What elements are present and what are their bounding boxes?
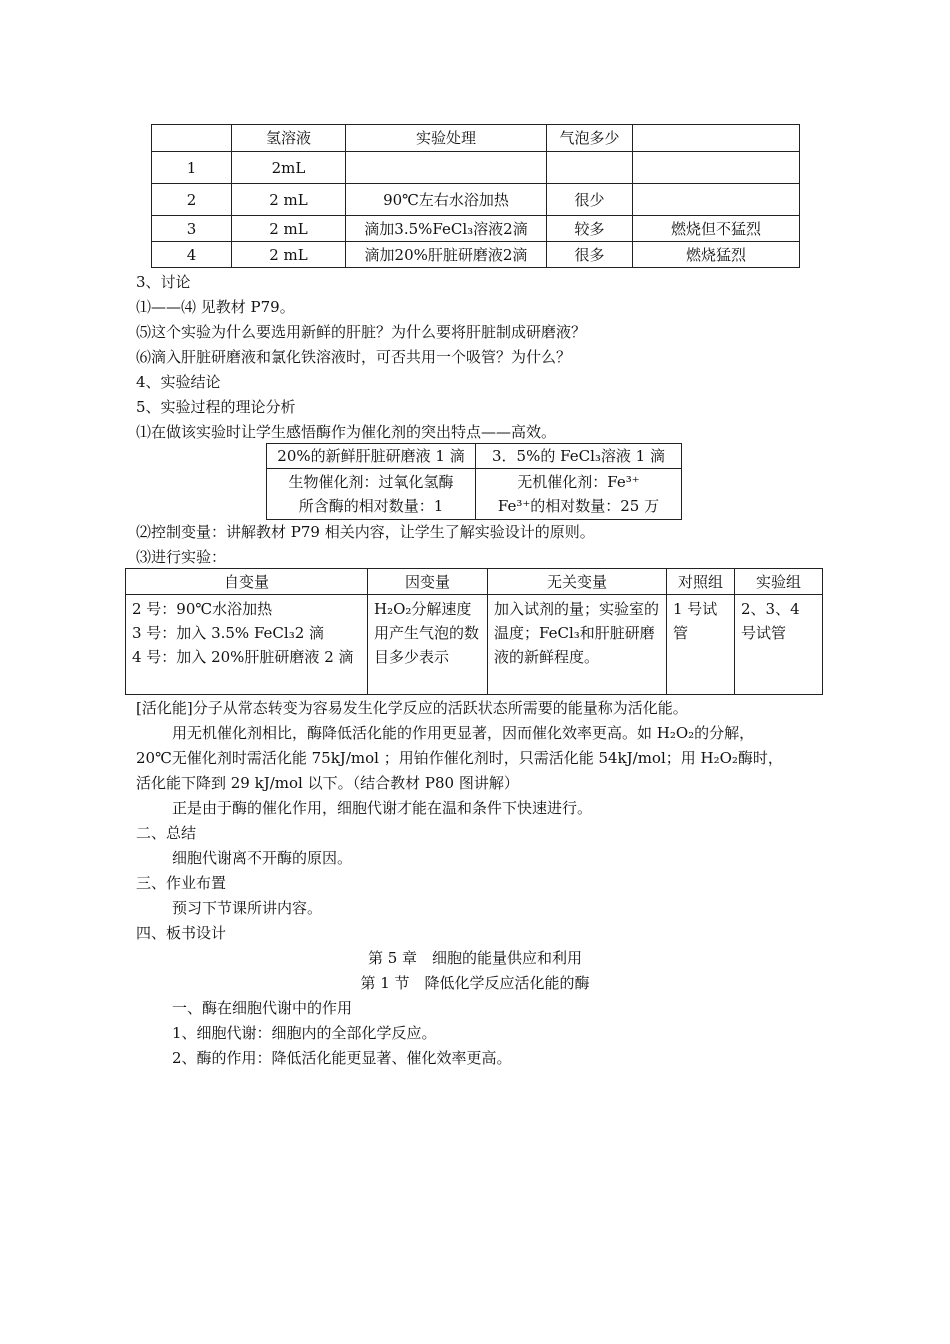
paragraph: 预习下节课所讲内容。 — [172, 899, 323, 917]
table-header: 氢溶液 — [232, 125, 346, 152]
cell-line: 生物催化剂：过氧化氢酶 — [288, 473, 454, 491]
table-cell: 2 mL — [232, 216, 346, 242]
paragraph: ⑴——⑷ 见教材 P79。 — [136, 298, 295, 316]
table-cell: 1 号试管 — [667, 595, 735, 695]
section-heading: 四、板书设计 — [136, 924, 227, 942]
table-cell: 滴加3.5%FeCl₃溶液2滴 — [346, 216, 547, 242]
cell-line: 所含酶的相对数量：1 — [298, 497, 444, 515]
table-cell: 2、3、4 号试管 — [735, 595, 823, 695]
table-cell — [547, 152, 633, 184]
section-heading: 3、讨论 — [136, 273, 191, 291]
table-header: 无关变量 — [488, 569, 667, 595]
table-cell: 2 mL — [232, 242, 346, 268]
table-cell: 3 — [152, 216, 232, 242]
cell-line: Fe³⁺的相对数量：25 万 — [497, 497, 660, 515]
paragraph: 正是由于酶的催化作用，细胞代谢才能在温和条件下快速进行。 — [172, 799, 593, 817]
table-header: 因变量 — [368, 569, 488, 595]
table-header: 实验处理 — [346, 125, 547, 152]
table-cell — [633, 184, 800, 216]
table-cell: 90℃左右水浴加热 — [346, 184, 547, 216]
board-title: 第 5 章 细胞的能量供应和利用 — [367, 949, 583, 967]
paragraph: ⑴在做该实验时让学生感悟酶作为催化剂的突出特点——高效。 — [136, 423, 557, 441]
table-cell — [267, 469, 476, 520]
table-cell: 1 — [152, 152, 232, 184]
table-row — [152, 152, 800, 184]
cell-line: 3 号：加入 3.5% FeCl₃2 滴 — [132, 624, 325, 642]
section-heading: 5、实验过程的理论分析 — [136, 398, 296, 416]
table-cell: 燃烧但不猛烈 — [633, 216, 800, 242]
paragraph: ⑶进行实验： — [136, 548, 227, 566]
section-heading: 4、实验结论 — [136, 373, 221, 391]
table-cell: 燃烧猛烈 — [633, 242, 800, 268]
table-header — [152, 125, 232, 152]
paragraph: 活化能下降到 29 kJ/mol 以下。（结合教材 P80 图讲解） — [136, 774, 519, 792]
table-cell — [633, 152, 800, 184]
table-cell: 很少 — [547, 184, 633, 216]
paragraph: [活化能]分子从常态转变为容易发生化学反应的活跃状态所需要的能量称为活化能。 — [136, 699, 688, 717]
table-cell: 2 — [152, 184, 232, 216]
table-cell: 滴加20%肝脏研磨液2滴 — [346, 242, 547, 268]
board-item: 一、酶在细胞代谢中的作用 — [172, 999, 353, 1017]
cell-line: 无机催化剂：Fe³⁺ — [517, 473, 640, 491]
table-header: 对照组 — [667, 569, 735, 595]
experiment-table — [151, 124, 800, 268]
table-cell: 4 — [152, 242, 232, 268]
table-row — [152, 216, 800, 242]
table-cell: 2 mL — [232, 184, 346, 216]
variables-table — [125, 568, 823, 695]
paragraph: 用无机催化剂相比，酶降低活化能的作用更显著，因而催化效率更高。如 H₂O₂的分解， — [172, 724, 755, 742]
table-cell: 2mL — [232, 152, 346, 184]
table-cell — [476, 469, 682, 520]
table-row — [152, 184, 800, 216]
table-header: 自变量 — [126, 569, 368, 595]
table-cell: H₂O₂分解速度用产生气泡的数目多少表示 — [368, 595, 488, 695]
table-cell: 3．5%的 FeCl₃溶液 1 滴 — [476, 444, 682, 469]
table-cell: 较多 — [547, 216, 633, 242]
paragraph: ⑸这个实验为什么要选用新鲜的肝脏？为什么要将肝脏制成研磨液？ — [136, 323, 587, 341]
table-cell: 20%的新鲜肝脏研磨液 1 滴 — [267, 444, 476, 469]
paragraph: ⑹滴入肝脏研磨液和氯化铁溶液时，可否共用一个吸管？为什么？ — [136, 348, 572, 366]
cell-line: 2 号：90℃水浴加热 — [132, 600, 273, 618]
table-header: 气泡多少 — [547, 125, 633, 152]
table-header — [633, 125, 800, 152]
section-heading: 二、总结 — [136, 824, 197, 842]
board-item: 1、细胞代谢：细胞内的全部化学反应。 — [172, 1024, 437, 1042]
catalyst-comparison-table — [266, 443, 682, 520]
paragraph: 20℃无催化剂时需活化能 75kJ/mol ；用铂作催化剂时，只需活化能 54kJ/mol；用 H₂O₂酶时， — [136, 749, 783, 767]
table-cell — [346, 152, 547, 184]
table-cell: 很多 — [547, 242, 633, 268]
table-header: 实验组 — [735, 569, 823, 595]
section-heading: 三、作业布置 — [136, 874, 227, 892]
table-row — [152, 242, 800, 268]
board-item: 2、酶的作用：降低活化能更显著、催化效率更高。 — [172, 1049, 512, 1067]
table-cell — [126, 595, 368, 695]
paragraph: 细胞代谢离不开酶的原因。 — [172, 849, 353, 867]
table-cell: 加入试剂的量；实验室的温度；FeCl₃和肝脏研磨液的新鲜程度。 — [488, 595, 667, 695]
cell-line: 4 号：加入 20%肝脏研磨液 2 滴 — [132, 648, 354, 666]
board-subtitle: 第 1 节 降低化学反应活化能的酶 — [360, 974, 590, 992]
paragraph: ⑵控制变量：讲解教材 P79 相关内容，让学生了解实验设计的原则。 — [136, 523, 595, 541]
